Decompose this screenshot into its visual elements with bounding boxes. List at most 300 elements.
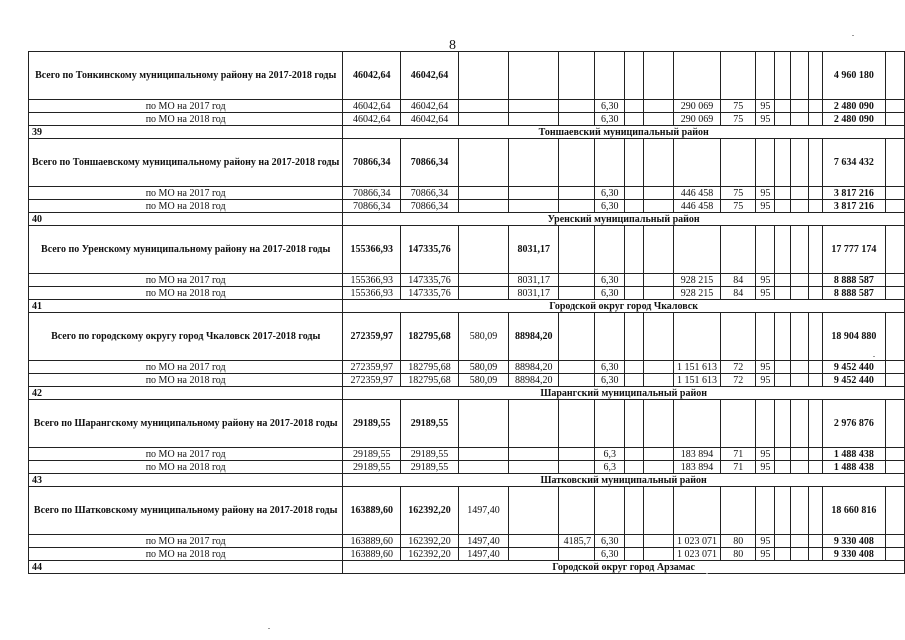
empty-cell: [809, 187, 823, 200]
cell-total-cost: 155366,93: [343, 287, 401, 300]
cell-value: 8031,17: [509, 274, 559, 287]
cell-value: 80: [720, 548, 755, 561]
cell-value: 290 069: [673, 113, 720, 126]
year-row: [29, 274, 905, 287]
cell-value: [559, 113, 595, 126]
empty-cell: [775, 448, 791, 461]
empty-cell: [809, 535, 823, 548]
cell-value: [509, 139, 559, 187]
cell-grand-total: 8 888 587: [822, 274, 885, 287]
cell-value: 928 215: [673, 287, 720, 300]
district-name: Тоншаевский муниципальный район: [343, 126, 905, 139]
empty-cell: [644, 52, 674, 100]
cell-value: 95: [756, 361, 775, 374]
cell-value: [509, 113, 559, 126]
cell-value: [595, 139, 625, 187]
district-header-row: [29, 213, 905, 226]
empty-cell: [775, 535, 791, 548]
empty-cell: [886, 226, 905, 274]
cell-value: 580,09: [458, 361, 508, 374]
district-total-row: [29, 52, 905, 100]
cell-value: 46042,64: [401, 100, 459, 113]
row-label: по МО на 2018 год: [29, 374, 343, 387]
empty-cell: [644, 548, 674, 561]
cell-value: [720, 52, 755, 100]
cell-value: 6,30: [595, 361, 625, 374]
empty-cell: [644, 100, 674, 113]
cell-value: 95: [756, 374, 775, 387]
district-number: 43: [29, 474, 343, 487]
cell-value: [720, 139, 755, 187]
year-row: [29, 374, 905, 387]
cell-grand-total: 3 817 216: [822, 200, 885, 213]
empty-cell: [791, 548, 809, 561]
cell-value: 446 458: [673, 200, 720, 213]
empty-cell: [886, 113, 905, 126]
cell-value: 70866,34: [401, 187, 459, 200]
empty-cell: [625, 400, 644, 448]
cell-value: 182795,68: [401, 374, 459, 387]
cell-value: 71: [720, 461, 755, 474]
cell-value: 1497,40: [458, 548, 508, 561]
empty-cell: [625, 548, 644, 561]
district-number: 39: [29, 126, 343, 139]
cell-value: [559, 400, 595, 448]
cell-value: [509, 461, 559, 474]
cell-value: [509, 448, 559, 461]
empty-cell: [625, 361, 644, 374]
district-total-row: [29, 139, 905, 187]
district-name: Городской округ город Чкаловск: [343, 300, 905, 313]
cell-value: 580,09: [458, 374, 508, 387]
empty-cell: [886, 100, 905, 113]
row-label: по МО на 2018 год: [29, 113, 343, 126]
cell-value: 80: [720, 535, 755, 548]
cell-total-cost: 70866,34: [343, 187, 401, 200]
empty-cell: [644, 461, 674, 474]
cell-value: [509, 200, 559, 213]
cell-value: [673, 400, 720, 448]
page-number: 8: [449, 38, 456, 53]
row-label: Всего по Уренскому муниципальному району на 2017-2018 годы: [29, 226, 343, 274]
cell-value: 29189,55: [401, 400, 459, 448]
empty-cell: [791, 535, 809, 548]
cell-value: 183 894: [673, 461, 720, 474]
cell-value: 95: [756, 448, 775, 461]
cell-value: 6,30: [595, 374, 625, 387]
empty-cell: [775, 100, 791, 113]
cell-value: [756, 487, 775, 535]
empty-cell: [809, 313, 823, 361]
cell-value: 84: [720, 287, 755, 300]
empty-cell: [886, 448, 905, 461]
cell-value: 70866,34: [401, 139, 459, 187]
empty-cell: [791, 448, 809, 461]
district-total-row: [29, 226, 905, 274]
cell-value: [458, 113, 508, 126]
cell-total-cost: 163889,60: [343, 548, 401, 561]
cell-grand-total: 2 976 876: [822, 400, 885, 448]
row-label: по МО на 2018 год: [29, 200, 343, 213]
cell-value: [595, 52, 625, 100]
year-row: [29, 200, 905, 213]
empty-cell: [775, 361, 791, 374]
empty-cell: [644, 487, 674, 535]
empty-cell: [775, 487, 791, 535]
cell-value: [559, 448, 595, 461]
district-name: Уренский муниципальный район: [343, 213, 905, 226]
empty-cell: [809, 361, 823, 374]
cell-value: [458, 226, 508, 274]
cell-value: 8031,17: [509, 287, 559, 300]
row-label: Всего по Тонкинскому муниципальному району на 2017-2018 годы: [29, 52, 343, 100]
empty-cell: [625, 487, 644, 535]
cell-value: 71: [720, 448, 755, 461]
empty-cell: [809, 400, 823, 448]
empty-cell: [775, 52, 791, 100]
cell-value: [458, 461, 508, 474]
cell-value: [559, 139, 595, 187]
scan-speck: [706, 573, 708, 574]
year-row: [29, 461, 905, 474]
empty-cell: [886, 52, 905, 100]
cell-value: [595, 487, 625, 535]
cell-value: 162392,20: [401, 535, 459, 548]
cell-value: [559, 200, 595, 213]
cell-value: [458, 448, 508, 461]
district-name: Городской округ город Арзамас: [343, 561, 905, 574]
empty-cell: [644, 200, 674, 213]
empty-cell: [625, 287, 644, 300]
cell-value: [756, 313, 775, 361]
cell-value: [458, 100, 508, 113]
empty-cell: [791, 187, 809, 200]
district-total-row: [29, 487, 905, 535]
cell-value: 6,30: [595, 535, 625, 548]
cell-value: 95: [756, 187, 775, 200]
district-header-row: [29, 561, 905, 574]
cell-grand-total: 8 888 587: [822, 287, 885, 300]
empty-cell: [775, 548, 791, 561]
row-label: Всего по городскому округу город Чкаловск 2017-2018 годы: [29, 313, 343, 361]
year-row: [29, 187, 905, 200]
cell-value: 6,30: [595, 287, 625, 300]
cell-value: [673, 313, 720, 361]
cell-value: [559, 287, 595, 300]
cell-value: [559, 548, 595, 561]
cell-grand-total: 3 817 216: [822, 187, 885, 200]
cell-value: [720, 313, 755, 361]
empty-cell: [791, 226, 809, 274]
row-label: по МО на 2017 год: [29, 535, 343, 548]
empty-cell: [644, 274, 674, 287]
district-header-row: [29, 474, 905, 487]
empty-cell: [809, 461, 823, 474]
budget-table: [28, 51, 905, 574]
cell-value: [559, 374, 595, 387]
empty-cell: [809, 274, 823, 287]
cell-value: [509, 548, 559, 561]
cell-grand-total: 9 330 408: [822, 535, 885, 548]
empty-cell: [791, 361, 809, 374]
district-name: Шатковский муниципальный район: [343, 474, 905, 487]
cell-grand-total: 18 660 816: [822, 487, 885, 535]
empty-cell: [809, 139, 823, 187]
empty-cell: [791, 487, 809, 535]
cell-total-cost: 163889,60: [343, 487, 401, 535]
empty-cell: [644, 187, 674, 200]
cell-grand-total: 4 960 180: [822, 52, 885, 100]
row-label: по МО на 2018 год: [29, 548, 343, 561]
cell-value: [595, 400, 625, 448]
empty-cell: [886, 548, 905, 561]
cell-value: [509, 487, 559, 535]
empty-cell: [625, 448, 644, 461]
cell-value: 147335,76: [401, 287, 459, 300]
cell-value: [559, 226, 595, 274]
year-row: [29, 361, 905, 374]
cell-value: [756, 139, 775, 187]
empty-cell: [886, 535, 905, 548]
cell-value: 147335,76: [401, 226, 459, 274]
empty-cell: [644, 361, 674, 374]
cell-value: [458, 200, 508, 213]
empty-cell: [791, 139, 809, 187]
cell-value: [720, 400, 755, 448]
cell-value: [509, 52, 559, 100]
row-label: Всего по Тоншаевскому муниципальному району на 2017-2018 годы: [29, 139, 343, 187]
empty-cell: [809, 374, 823, 387]
cell-grand-total: 1 488 438: [822, 448, 885, 461]
cell-value: 6,30: [595, 113, 625, 126]
empty-cell: [809, 100, 823, 113]
cell-value: [673, 487, 720, 535]
cell-value: 72: [720, 374, 755, 387]
empty-cell: [775, 187, 791, 200]
row-label: Всего по Шарангскому муниципальному району на 2017-2018 годы: [29, 400, 343, 448]
cell-value: 46042,64: [401, 52, 459, 100]
cell-value: 95: [756, 200, 775, 213]
empty-cell: [625, 461, 644, 474]
empty-cell: [625, 200, 644, 213]
cell-value: 183 894: [673, 448, 720, 461]
cell-value: 95: [756, 100, 775, 113]
cell-total-cost: 163889,60: [343, 535, 401, 548]
year-row: [29, 113, 905, 126]
cell-value: 1 023 071: [673, 548, 720, 561]
empty-cell: [809, 113, 823, 126]
cell-value: 1 151 613: [673, 361, 720, 374]
cell-value: 162392,20: [401, 548, 459, 561]
cell-grand-total: 17 777 174: [822, 226, 885, 274]
cell-value: 290 069: [673, 100, 720, 113]
cell-value: 147335,76: [401, 274, 459, 287]
cell-total-cost: 155366,93: [343, 274, 401, 287]
empty-cell: [625, 113, 644, 126]
scan-speck: [268, 628, 270, 629]
empty-cell: [644, 400, 674, 448]
empty-cell: [791, 287, 809, 300]
cell-grand-total: 18 904 880: [822, 313, 885, 361]
cell-total-cost: 46042,64: [343, 52, 401, 100]
cell-value: 84: [720, 274, 755, 287]
cell-value: [559, 187, 595, 200]
empty-cell: [809, 200, 823, 213]
empty-cell: [886, 200, 905, 213]
year-row: [29, 100, 905, 113]
cell-value: 928 215: [673, 274, 720, 287]
empty-cell: [791, 313, 809, 361]
table-body: [29, 52, 905, 574]
cell-value: 95: [756, 461, 775, 474]
cell-value: 6,30: [595, 200, 625, 213]
empty-cell: [625, 274, 644, 287]
cell-value: 6,30: [595, 548, 625, 561]
cell-value: 6,30: [595, 274, 625, 287]
empty-cell: [886, 274, 905, 287]
empty-cell: [775, 274, 791, 287]
cell-total-cost: 29189,55: [343, 400, 401, 448]
cell-grand-total: 7 634 432: [822, 139, 885, 187]
empty-cell: [886, 400, 905, 448]
cell-value: 29189,55: [401, 448, 459, 461]
cell-grand-total: 1 488 438: [822, 461, 885, 474]
empty-cell: [775, 400, 791, 448]
empty-cell: [791, 374, 809, 387]
cell-value: [509, 400, 559, 448]
cell-total-cost: 155366,93: [343, 226, 401, 274]
empty-cell: [886, 187, 905, 200]
empty-cell: [775, 226, 791, 274]
empty-cell: [791, 113, 809, 126]
empty-cell: [625, 535, 644, 548]
cell-value: [756, 400, 775, 448]
cell-value: 75: [720, 200, 755, 213]
empty-cell: [791, 100, 809, 113]
empty-cell: [644, 448, 674, 461]
empty-cell: [775, 200, 791, 213]
empty-cell: [625, 139, 644, 187]
cell-total-cost: 70866,34: [343, 139, 401, 187]
cell-value: [458, 400, 508, 448]
cell-value: 88984,20: [509, 374, 559, 387]
cell-total-cost: 272359,97: [343, 374, 401, 387]
cell-value: [673, 226, 720, 274]
cell-value: [756, 52, 775, 100]
cell-value: [458, 52, 508, 100]
district-number: 42: [29, 387, 343, 400]
empty-cell: [644, 287, 674, 300]
empty-cell: [886, 374, 905, 387]
empty-cell: [625, 374, 644, 387]
cell-grand-total: 2 480 090: [822, 113, 885, 126]
cell-total-cost: 29189,55: [343, 461, 401, 474]
cell-value: 8031,17: [509, 226, 559, 274]
empty-cell: [775, 313, 791, 361]
cell-value: 75: [720, 113, 755, 126]
empty-cell: [809, 226, 823, 274]
row-label: по МО на 2017 год: [29, 448, 343, 461]
cell-value: [595, 226, 625, 274]
year-row: [29, 448, 905, 461]
cell-value: 182795,68: [401, 361, 459, 374]
cell-grand-total: 9 452 440: [822, 361, 885, 374]
cell-value: 75: [720, 187, 755, 200]
empty-cell: [809, 487, 823, 535]
cell-value: 1497,40: [458, 487, 508, 535]
cell-value: 6,30: [595, 187, 625, 200]
scan-speck: [852, 35, 854, 36]
row-label: по МО на 2017 год: [29, 361, 343, 374]
cell-value: 162392,20: [401, 487, 459, 535]
cell-grand-total: 9 330 408: [822, 548, 885, 561]
cell-value: [458, 139, 508, 187]
empty-cell: [625, 100, 644, 113]
cell-value: 1 151 613: [673, 374, 720, 387]
empty-cell: [886, 139, 905, 187]
cell-value: [559, 487, 595, 535]
empty-cell: [625, 187, 644, 200]
row-label: по МО на 2017 год: [29, 100, 343, 113]
district-number: 40: [29, 213, 343, 226]
cell-grand-total: 9 452 440: [822, 374, 885, 387]
year-row: [29, 548, 905, 561]
district-total-row: [29, 313, 905, 361]
cell-value: 6,30: [595, 100, 625, 113]
empty-cell: [791, 461, 809, 474]
empty-cell: [644, 113, 674, 126]
cell-value: 95: [756, 548, 775, 561]
empty-cell: [644, 226, 674, 274]
district-header-row: [29, 126, 905, 139]
cell-value: 70866,34: [401, 200, 459, 213]
cell-value: [673, 139, 720, 187]
empty-cell: [775, 287, 791, 300]
cell-value: 1497,40: [458, 535, 508, 548]
cell-value: [509, 100, 559, 113]
district-header-row: [29, 387, 905, 400]
cell-value: 29189,55: [401, 461, 459, 474]
cell-value: 4185,7: [559, 535, 595, 548]
empty-cell: [886, 313, 905, 361]
empty-cell: [644, 374, 674, 387]
district-name: Шарангский муниципальный район: [343, 387, 905, 400]
district-header-row: [29, 300, 905, 313]
empty-cell: [809, 448, 823, 461]
district-number: 44: [29, 561, 343, 574]
cell-value: 446 458: [673, 187, 720, 200]
cell-value: [559, 361, 595, 374]
cell-value: 46042,64: [401, 113, 459, 126]
cell-value: 95: [756, 113, 775, 126]
cell-value: [509, 535, 559, 548]
empty-cell: [625, 313, 644, 361]
empty-cell: [886, 361, 905, 374]
empty-cell: [625, 226, 644, 274]
cell-value: 95: [756, 287, 775, 300]
cell-value: [673, 52, 720, 100]
empty-cell: [791, 200, 809, 213]
empty-cell: [791, 400, 809, 448]
cell-total-cost: 70866,34: [343, 200, 401, 213]
empty-cell: [775, 113, 791, 126]
empty-cell: [886, 487, 905, 535]
cell-value: [509, 187, 559, 200]
year-row: [29, 287, 905, 300]
cell-value: [559, 100, 595, 113]
row-label: по МО на 2017 год: [29, 274, 343, 287]
cell-total-cost: 46042,64: [343, 100, 401, 113]
